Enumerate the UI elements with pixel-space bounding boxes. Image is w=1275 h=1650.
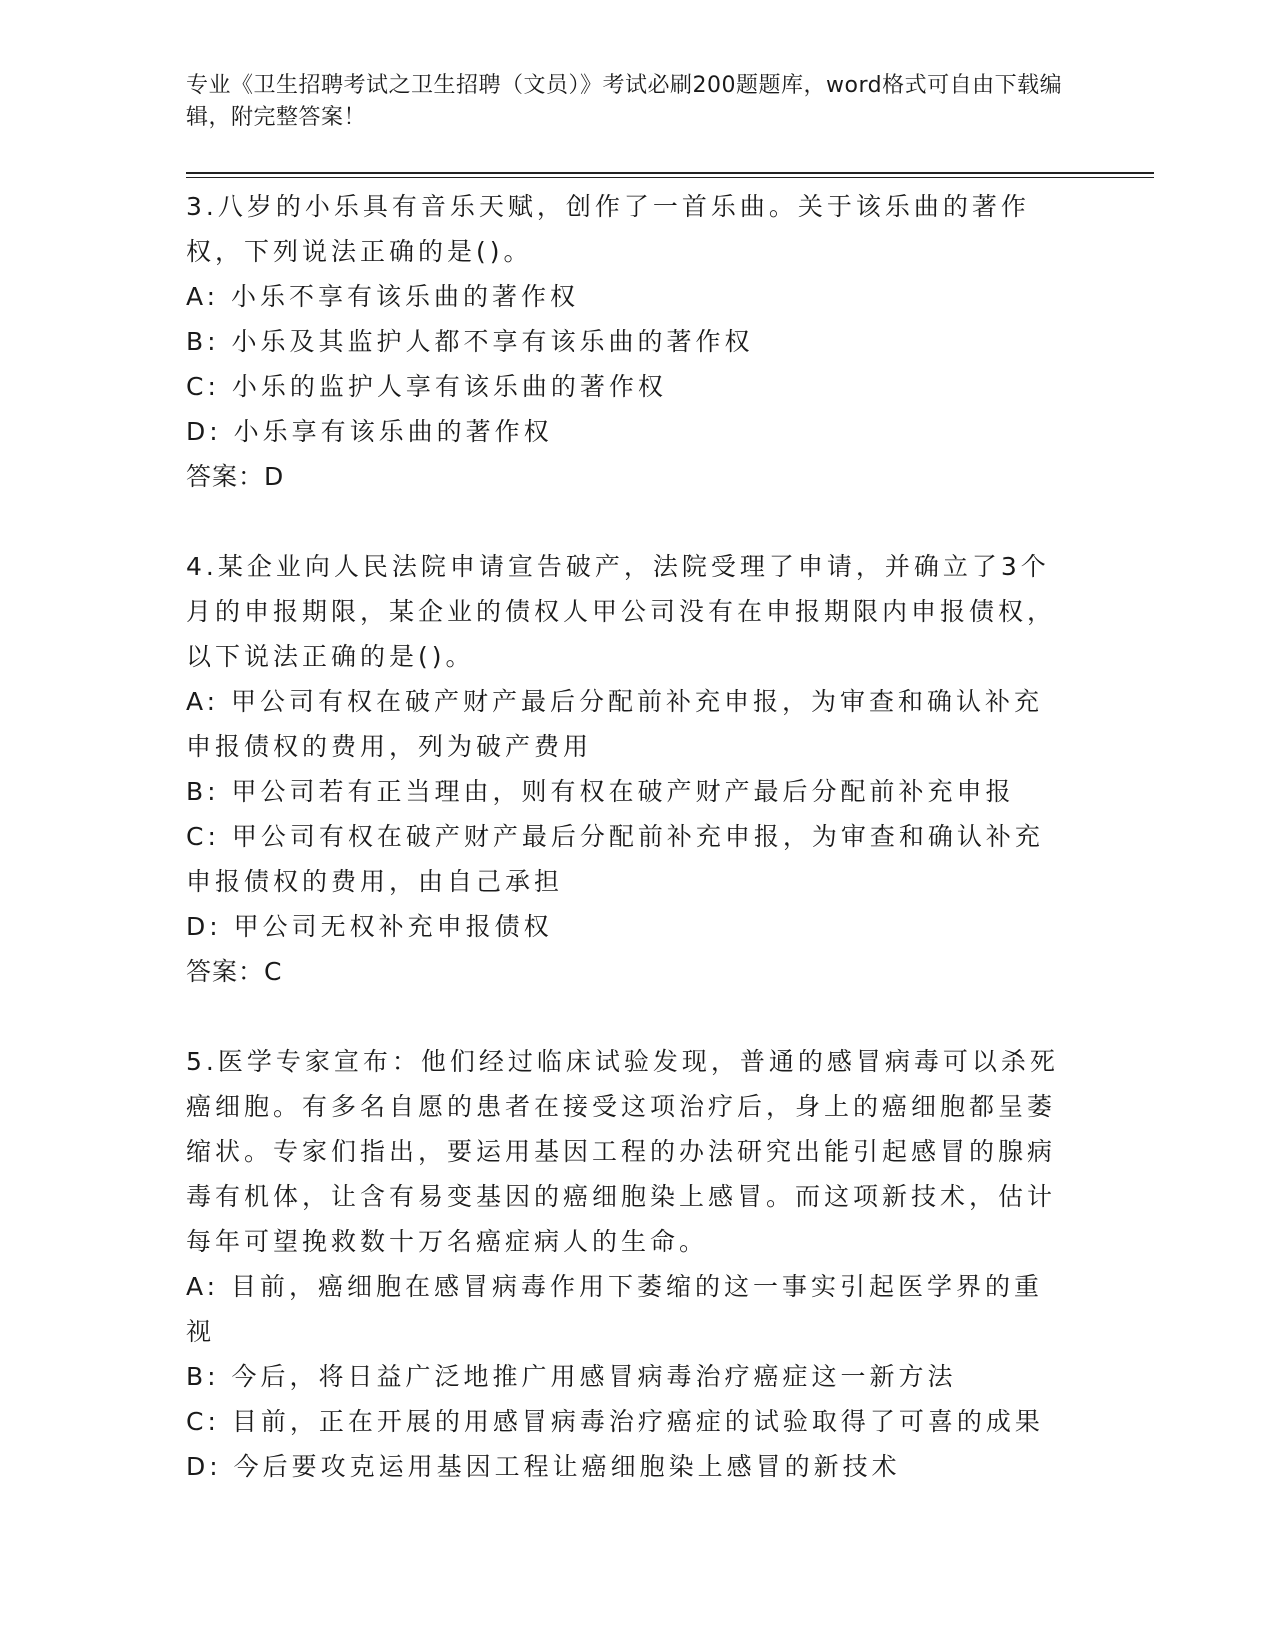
option-d: D: 今后要攻克运用基因工程让癌细胞染上感冒的新技术 [186, 1452, 901, 1481]
header-divider [186, 172, 1154, 178]
question-spacer [186, 994, 1066, 1039]
option-a: A: 小乐不享有该乐曲的著作权 [186, 282, 580, 311]
option-c: C: 甲公司有权在破产财产最后分配前补充申报，为审查和确认补充申报债权的费用，由自己承担 [186, 822, 1044, 896]
option-b: B: 今后，将日益广泛地推广用感冒病毒治疗癌症这一新方法 [186, 1362, 957, 1391]
option-c: C: 目前，正在开展的用感冒病毒治疗癌症的试验取得了可喜的成果 [186, 1407, 1044, 1436]
question-4 [186, 544, 1066, 1039]
question-stem: 3.八岁的小乐具有音乐天赋，创作了一首乐曲。关于该乐曲的著作权，下列说法正确的是()。 [186, 192, 1030, 266]
option-b: B: 甲公司若有正当理由，则有权在破产财产最后分配前补充申报 [186, 777, 1015, 806]
question-5 [186, 1039, 1066, 1489]
question-3 [186, 184, 1066, 544]
question-spacer [186, 499, 1066, 544]
option-a: A: 甲公司有权在破产财产最后分配前补充申报，为审查和确认补充申报债权的费用，列为破产费用 [186, 687, 1044, 761]
document-page [186, 70, 1156, 1489]
option-d: D: 小乐享有该乐曲的著作权 [186, 417, 553, 446]
option-c: C: 小乐的监护人享有该乐曲的著作权 [186, 372, 667, 401]
option-b: B: 小乐及其监护人都不享有该乐曲的著作权 [186, 327, 754, 356]
question-stem: 4.某企业向人民法院申请宣告破产，法院受理了申请，并确立了3个月的申报期限，某企业的债权人甲公司没有在申报期限内申报债权，以下说法正确的是()。 [186, 552, 1057, 671]
answer: 答案：D [186, 462, 285, 491]
answer: 答案：C [186, 957, 283, 986]
option-d: D: 甲公司无权补充申报债权 [186, 912, 553, 941]
document-header: 专业《卫生招聘考试之卫生招聘（文员）》考试必刷200题题库，word格式可自由下载编辑，附完整答案！ [186, 73, 1063, 130]
option-a: A: 目前，癌细胞在感冒病毒作用下萎缩的这一事实引起医学界的重视 [186, 1272, 1044, 1346]
question-stem: 5.医学专家宣布：他们经过临床试验发现，普通的感冒病毒可以杀死癌细胞。有多名自愿的患者在接受这项治疗后，身上的癌细胞都呈萎缩状。专家们指出，要运用基因工程的办法研究出能引起感冒的腺病毒有机体，让含有易变基因的癌细胞染上感冒。而这项新技术，估计每年可望挽救数十万名癌症病人的生命。 [186, 1047, 1059, 1256]
